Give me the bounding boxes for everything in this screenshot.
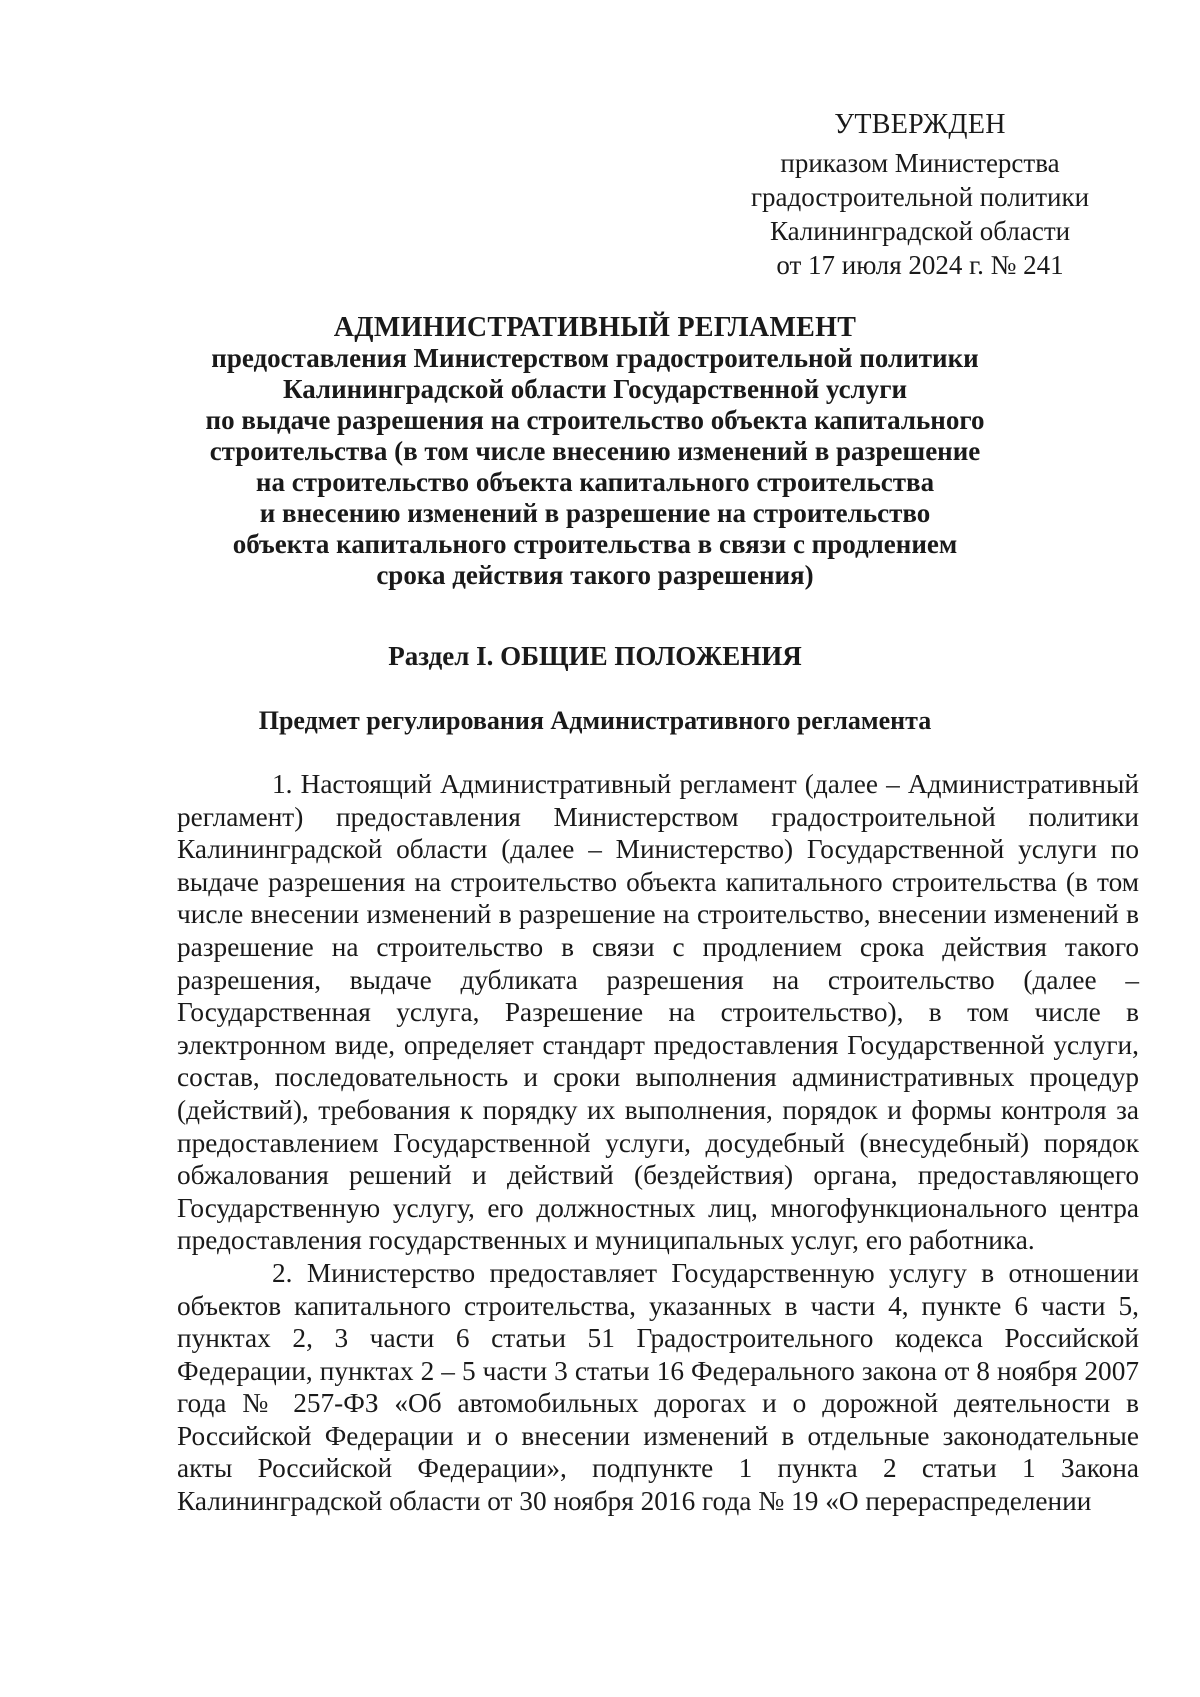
document-subtitle-line: строительства (в том числе внесению изменений в разрешение	[209, 436, 981, 466]
paragraph: 2. Министерство предоставляет Государственную услугу в отношении объектов капитального строительства, указанных в части 4, пункте 6 части 5, пунктах 2, 3 части 6 статьи 51 Градостроительного кодекса Российской Федерации, пунктах 2 – 5 части 3 статьи 16 Федерального закона от 8 ноября 2007 года № 257-ФЗ «Об автомобильных дорогах и о дорожной деятельности в Российской Федерации и о внесении изменений в отдельные законодательные акты Российской Федерации», подпункте 1 пункта 2 статьи 1 Закона Калининградской области от 30 ноября 2016 года № 19 «О перераспределении	[177, 1257, 1139, 1517]
approval-stamp-block	[700, 108, 1140, 282]
document-subtitle-line: на строительство объекта капитального строительства	[255, 467, 935, 497]
approval-line: приказом Министерства	[780, 148, 1060, 178]
document-subtitle-line: объекта капитального строительства в связи с продлением	[232, 529, 958, 559]
subsection-heading: Предмет регулирования Административного регламента	[258, 706, 932, 735]
document-subtitle-line: Калининградской области Государственной услуги	[282, 374, 908, 404]
approval-line: от 17 июля 2024 г. № 241	[776, 250, 1064, 280]
paragraph: 1. Настоящий Административный регламент (далее – Административный регламент) предоставления Министерством градостроительной политики Калининградской области (далее – Министерство) Государственной услуги по выдаче разрешения на строительство объекта капитального строительства (в том числе внесении изменений в разрешение на строительство, внесении изменений в разрешение на строительство в связи с продлением срока действия такого разрешения, выдаче дубликата разрешения на строительство (далее – Государственная услуга, Разрешение на строительство), в том числе в электронном виде, определяет стандарт предоставления Государственной услуги, состав, последовательность и сроки выполнения административных процедур (действий), требования к порядку их выполнения, порядок и формы контроля за предоставлением Государственной услуги, досудебный (внесудебный) порядок обжалования решений и действий (бездействия) органа, предоставляющего Государственную услугу, его должностных лиц, многофункционального центра предоставления государственных и муниципальных услуг, его работника.	[177, 769, 1139, 1256]
document-subtitle-line: и внесению изменений в разрешение на строительство	[259, 498, 931, 528]
approval-heading: УТВЕРЖДЕН	[834, 109, 1006, 140]
document-subtitle-line: предоставления Министерством градостроительной политики	[211, 343, 979, 373]
document-title-block	[200, 312, 990, 591]
page-bottom-margin	[0, 1670, 1200, 1697]
document-subtitle-line: по выдаче разрешения на строительство объекта капитального	[205, 405, 985, 435]
document-subtitle-line: срока действия такого разрешения)	[376, 560, 814, 590]
document-title: АДМИНИСТРАТИВНЫЙ РЕГЛАМЕНТ	[333, 312, 857, 343]
section-heading: Раздел I. ОБЩИЕ ПОЛОЖЕНИЯ	[388, 641, 802, 671]
approval-line: градостроительной политики	[750, 182, 1090, 212]
approval-line: Калининградской области	[769, 216, 1071, 246]
document-body	[177, 768, 1139, 1518]
